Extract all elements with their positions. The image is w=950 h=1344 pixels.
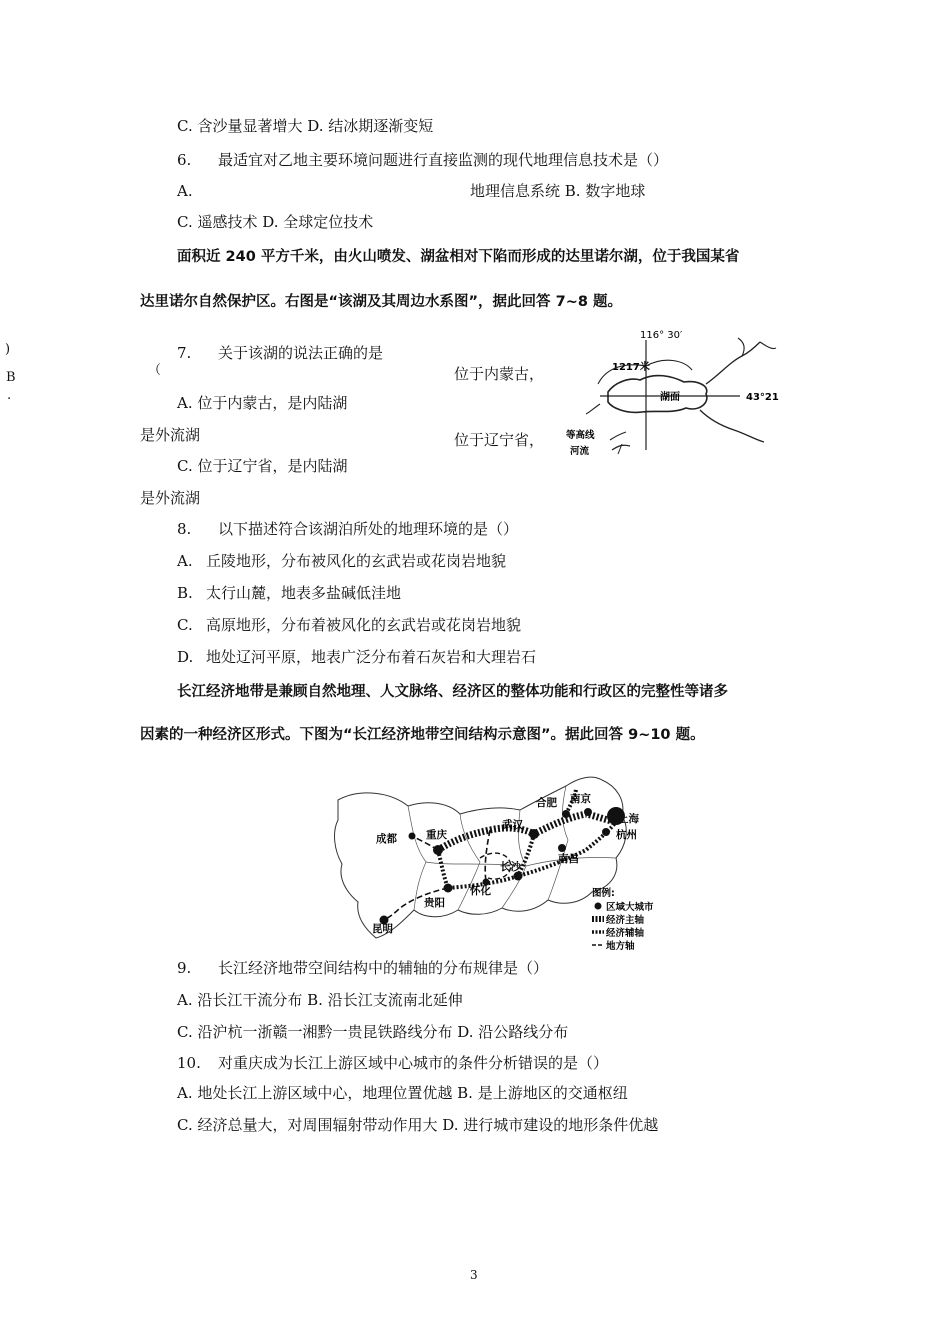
q9-number: 9. xyxy=(177,959,192,977)
lake-map-legend-river: 河流 xyxy=(570,446,590,457)
economic-main-axis xyxy=(438,814,616,850)
city-dot-wuhan xyxy=(529,829,539,839)
q10-options-cd: C. 经济总量大，对周围辐射带动作用大 D. 进行城市建设的地形条件优越 xyxy=(177,1116,659,1134)
q7-paren: （ xyxy=(148,363,162,378)
q7-option-a: A. 位于内蒙古，是内陆湖 xyxy=(177,394,348,412)
city-dot-chengdu xyxy=(409,833,416,840)
lake-map-latitude-label: 43°21 xyxy=(746,392,779,403)
q10-stem: 对重庆成为长江上游区域中心城市的条件分析错误的是（） xyxy=(218,1054,609,1072)
city-label-nanchang: 南昌 xyxy=(558,853,579,865)
q8-option-a-text: 丘陵地形，分布被风化的玄武岩或花岗岩地貌 xyxy=(206,552,507,570)
q9-options-cd: C. 沿沪杭一浙赣一湘黔一贵昆铁路线分布 D. 沿公路线分布 xyxy=(177,1023,569,1041)
city-dot-chongqing xyxy=(433,845,443,855)
q8-stem: 以下描述符合该湖泊所处的地理环境的是（） xyxy=(218,520,519,538)
margin-paren: ) xyxy=(5,342,11,357)
q7-option-d-right: 位于辽宁省， xyxy=(454,431,545,449)
q10-number: 10. xyxy=(177,1054,201,1072)
city-dot-hangzhou xyxy=(602,828,610,836)
lake-map-legend-contour-symbol xyxy=(610,432,626,440)
lake-water-system-map xyxy=(560,322,790,462)
q6-options-cd: C. 遥感技术 D. 全球定位技术 xyxy=(177,213,374,231)
legend-aux-axis-label: 经济辅轴 xyxy=(606,928,645,939)
legend-city-symbol xyxy=(595,903,602,910)
q8-option-a-letter: A. xyxy=(177,552,193,570)
passage2-line2: 因素的一种经济区形式。下图为“长江经济地带空间结构示意图”。据此回答 9~10 题。 xyxy=(140,727,705,743)
q7-stem: 关于该湖的说法正确的是 xyxy=(218,344,384,362)
passage2-line1: 长江经济地带是兼顾自然地理、人文脉络、经济区的整体功能和行政区的完整性等诸多 xyxy=(177,684,728,700)
page-number: 3 xyxy=(470,1268,478,1282)
lake-map-river-west xyxy=(586,404,600,414)
yangtze-map-legend xyxy=(592,887,654,952)
q8-option-c-letter: C. xyxy=(177,616,193,634)
margin-dot: . xyxy=(7,388,12,403)
q7-option-b-right: 位于内蒙古， xyxy=(454,365,545,383)
q8-option-b-letter: B. xyxy=(177,584,193,602)
city-dot-hefei xyxy=(562,810,570,818)
city-label-huaihua: 怀化 xyxy=(470,885,491,897)
passage1-line2: 达里诺尔自然保护区。右图是“该湖及其周边水系图”，据此回答 7~8 题。 xyxy=(140,294,622,310)
city-label-changsha: 长沙 xyxy=(500,861,521,873)
lake-map-river-tributary-2 xyxy=(760,342,776,349)
q8-option-d-letter: D. xyxy=(177,648,194,666)
city-label-chengdu: 成都 xyxy=(376,833,397,845)
city-label-guiyang: 贵阳 xyxy=(424,897,445,909)
q7-option-d-cont: 是外流湖 xyxy=(140,489,201,507)
lake-map-river-tributary xyxy=(738,338,744,356)
lake-map-longitude-label: 116° 30′ xyxy=(640,330,683,341)
city-dot-nanjing xyxy=(584,808,592,816)
city-label-kunming: 昆明 xyxy=(372,923,393,935)
q8-option-c-text: 高原地形，分布着被风化的玄武岩或花岗岩地貌 xyxy=(206,616,522,634)
city-label-hefei: 合肥 xyxy=(536,797,557,809)
q10-options-ab: A. 地处长江上游区域中心，地理位置优越 B. 是上游地区的交通枢纽 xyxy=(177,1084,628,1102)
city-label-hangzhou: 杭州 xyxy=(616,829,637,841)
yangtze-economic-belt-map xyxy=(330,770,670,954)
q8-option-d-text: 地处辽河平原，地表广泛分布着石灰岩和大理岩石 xyxy=(206,648,537,666)
city-label-chongqing: 重庆 xyxy=(426,829,447,841)
q8-option-b-text: 太行山麓，地表多盐碱低洼地 xyxy=(206,584,402,602)
lake-map-lake-label: 湖面 xyxy=(660,392,680,403)
city-label-shanghai: 上海 xyxy=(618,813,639,825)
yangtze-map-boundary-1 xyxy=(408,806,426,910)
lake-map-river-southeast xyxy=(700,410,764,442)
q7-number: 7. xyxy=(177,344,192,362)
yangtze-map-boundary-5 xyxy=(426,857,616,866)
lake-map-elevation-label: 1217米 xyxy=(612,362,650,373)
q9-options-ab: A. 沿长江干流分布 B. 沿长江支流南北延伸 xyxy=(177,991,463,1009)
lake-map-river-northeast xyxy=(706,342,760,384)
lake-outline xyxy=(608,376,707,413)
q6-stem: 最适宜对乙地主要环境问题进行直接监测的现代地理信息技术是（） xyxy=(218,151,669,169)
passage1-line1: 面积近 240 平方千米，由火山喷发、湖盆相对下陷而形成的达里诺尔湖，位于我国某省 xyxy=(177,249,740,265)
city-dot-guiyang xyxy=(444,884,453,893)
city-label-wuhan: 武汉 xyxy=(502,819,523,831)
legend-main-axis-label: 经济主轴 xyxy=(606,915,645,926)
q6-number: 6. xyxy=(177,151,192,169)
legend-city-label: 区域大城市 xyxy=(606,902,654,913)
legend-title: 图例: xyxy=(592,888,615,899)
q5-options-cd: C. 含沙量显著增大 D. 结冰期逐渐变短 xyxy=(177,117,434,135)
local-axis-huaihua xyxy=(485,830,490,882)
q9-stem: 长江经济地带空间结构中的辅轴的分布规律是（） xyxy=(218,959,549,977)
q7-option-c: C. 位于辽宁省，是内陆湖 xyxy=(177,457,348,475)
q8-number: 8. xyxy=(177,520,192,538)
q7-option-b-cont: 是外流湖 xyxy=(140,426,201,444)
q6-options-ab: 地理信息系统 B. 数字地球 xyxy=(470,182,646,200)
q6-option-a-label: A. xyxy=(177,182,193,200)
margin-letter-b: B xyxy=(6,370,16,385)
lake-map-legend-contour: 等高线 xyxy=(566,430,595,441)
city-dot-nanchang xyxy=(558,844,566,852)
city-label-nanjing: 南京 xyxy=(570,793,591,805)
legend-local-axis-label: 地方轴 xyxy=(606,941,635,952)
